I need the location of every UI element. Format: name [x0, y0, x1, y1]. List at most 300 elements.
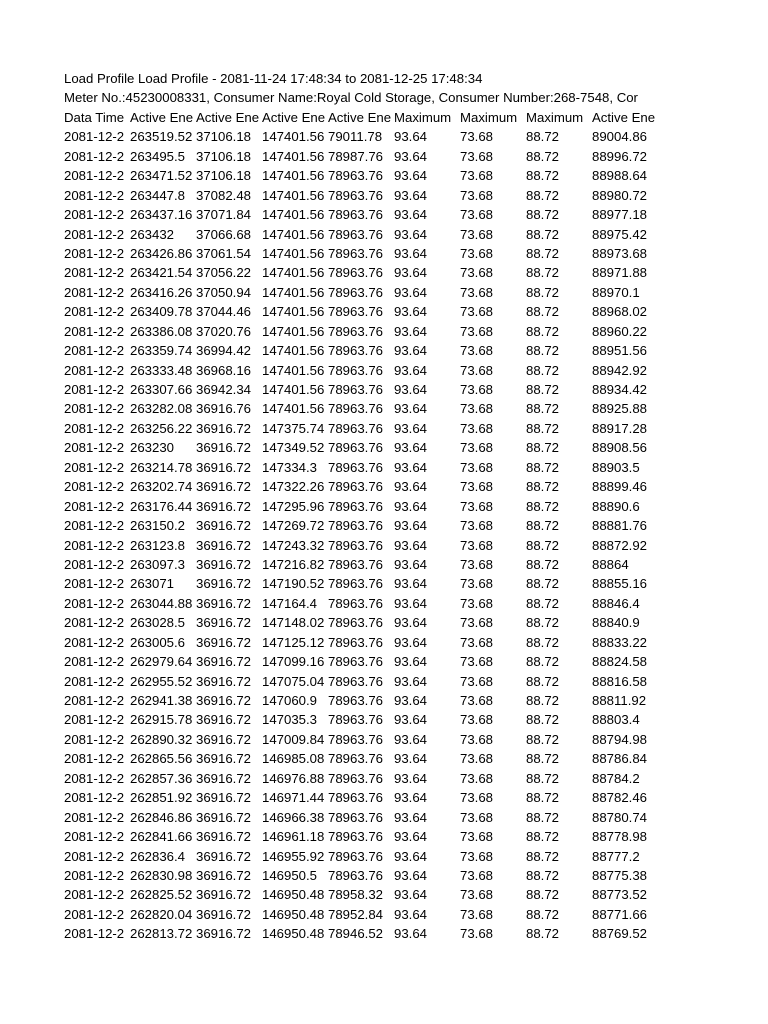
- table-cell: 263071: [130, 576, 175, 592]
- table-row: [64, 788, 724, 807]
- table-cell: 263282.08: [130, 401, 193, 417]
- table-cell: 93.64: [394, 906, 428, 922]
- date-time-cell: 2081-12-2: [64, 284, 125, 300]
- table-cell: 78963.76: [328, 459, 384, 475]
- table-cell: 263447.8: [130, 187, 186, 203]
- table-cell: 37044.46: [196, 304, 252, 320]
- table-cell: 147009.84: [262, 731, 325, 747]
- table-cell: 73.68: [460, 654, 494, 670]
- table-cell: 88782.46: [592, 790, 648, 806]
- table-cell: 147401.56: [262, 323, 325, 339]
- table-cell: 36916.72: [196, 576, 252, 592]
- table-cell: 147099.16: [262, 654, 325, 670]
- table-cell: 93.64: [394, 809, 428, 825]
- table-body: [64, 127, 724, 943]
- table-cell: 73.68: [460, 809, 494, 825]
- table-row: [64, 166, 724, 185]
- header-cell: Active Ene: [130, 109, 194, 125]
- table-cell: 147401.56: [262, 382, 325, 397]
- table-cell: 262851.92: [130, 790, 193, 806]
- table-cell: 36968.16: [196, 362, 252, 378]
- table-cell: 93.64: [394, 343, 428, 359]
- table-row: [64, 613, 724, 632]
- table-cell: 73.68: [460, 207, 494, 223]
- table-cell: 73.68: [460, 518, 494, 534]
- date-time-cell: 2081-12-2: [64, 401, 125, 417]
- date-time-cell: 2081-12-2: [64, 673, 125, 689]
- table-cell: 88.72: [526, 712, 560, 728]
- report-title: Load Profile Load Profile - 2081-11-24 17:48:34 to 2081-12-25 17:48:34: [64, 71, 483, 86]
- header-cell: Maximum: [394, 109, 452, 125]
- table-cell: 147401.56: [262, 245, 325, 261]
- table-cell: 93.64: [394, 323, 428, 339]
- table-row: [64, 361, 724, 380]
- table-cell: 93.64: [394, 518, 428, 534]
- table-cell: 88794.98: [592, 731, 648, 747]
- table-cell: 36916.72: [196, 518, 252, 534]
- table-cell: 88.72: [526, 148, 560, 164]
- table-cell: 88970.1: [592, 284, 640, 300]
- table-cell: 73.68: [460, 459, 494, 475]
- table-row: [64, 302, 724, 321]
- table-cell: 78963.76: [328, 731, 384, 747]
- table-cell: 73.68: [460, 770, 494, 786]
- table-cell: 93.64: [394, 440, 428, 456]
- table-row: [64, 497, 724, 516]
- table-cell: 88780.74: [592, 809, 648, 825]
- table-cell: 93.64: [394, 265, 428, 281]
- table-cell: 88.72: [526, 304, 560, 320]
- table-cell: 78963.76: [328, 284, 384, 300]
- table-cell: 73.68: [460, 712, 494, 728]
- table-cell: 36916.72: [196, 595, 252, 611]
- table-cell: 262830.98: [130, 867, 193, 883]
- table-cell: 262865.56: [130, 751, 193, 767]
- table-cell: 88.72: [526, 790, 560, 806]
- table-cell: 88.72: [526, 479, 560, 495]
- table-cell: 88908.56: [592, 440, 648, 456]
- table-cell: 263432: [130, 226, 175, 242]
- table-row: [64, 710, 724, 729]
- table-cell: 88833.22: [592, 634, 648, 650]
- table-cell: 88840.9: [592, 615, 640, 631]
- table-cell: 88846.4: [592, 595, 640, 611]
- table-cell: 73.68: [460, 498, 494, 514]
- table-cell: 36916.72: [196, 556, 252, 572]
- table-cell: 262857.36: [130, 770, 193, 786]
- table-cell: 88.72: [526, 420, 560, 436]
- table-cell: 93.64: [394, 576, 428, 592]
- date-time-cell: 2081-12-2: [64, 731, 125, 747]
- table-cell: 263495.5: [130, 148, 186, 164]
- table-cell: 37056.22: [196, 265, 252, 281]
- table-cell: 93.64: [394, 537, 428, 553]
- table-row: [64, 594, 724, 613]
- table-cell: 88.72: [526, 673, 560, 689]
- table-cell: 263214.78: [130, 459, 193, 475]
- table-cell: 36916.72: [196, 848, 252, 864]
- table-header-row: [64, 108, 724, 127]
- table-cell: 262820.04: [130, 906, 193, 922]
- table-row: [64, 633, 724, 652]
- table-cell: 88.72: [526, 498, 560, 514]
- table-cell: 78963.76: [328, 809, 384, 825]
- table-cell: 88.72: [526, 323, 560, 339]
- table-cell: 88.72: [526, 615, 560, 631]
- table-cell: 78963.76: [328, 634, 384, 650]
- table-cell: 93.64: [394, 148, 428, 164]
- table-cell: 78963.76: [328, 265, 384, 281]
- date-time-cell: 2081-12-2: [64, 479, 125, 495]
- table-cell: 78963.76: [328, 790, 384, 806]
- table-cell: 88960.22: [592, 323, 648, 339]
- date-time-cell: 2081-12-2: [64, 226, 125, 242]
- table-cell: 93.64: [394, 790, 428, 806]
- table-cell: 147401.56: [262, 343, 325, 359]
- date-time-cell: 2081-12-2: [64, 576, 125, 592]
- table-cell: 146950.48: [262, 906, 325, 922]
- table-cell: 78963.76: [328, 615, 384, 631]
- table-row: [64, 419, 724, 438]
- date-time-cell: 2081-12-2: [64, 207, 125, 223]
- table-cell: 88.72: [526, 207, 560, 223]
- table-cell: 263437.16: [130, 207, 193, 223]
- table-cell: 93.64: [394, 634, 428, 650]
- date-time-cell: 2081-12-2: [64, 615, 125, 631]
- table-row: [64, 341, 724, 360]
- table-cell: 73.68: [460, 168, 494, 184]
- date-time-cell: 2081-12-2: [64, 343, 125, 359]
- table-cell: 78963.76: [328, 673, 384, 689]
- table-cell: 88881.76: [592, 518, 648, 534]
- table-cell: 88775.38: [592, 867, 648, 883]
- table-cell: 93.64: [394, 304, 428, 320]
- table-cell: 88.72: [526, 265, 560, 281]
- table-cell: 73.68: [460, 556, 494, 572]
- date-time-cell: 2081-12-2: [64, 887, 125, 903]
- table-cell: 88.72: [526, 906, 560, 922]
- table-cell: 147060.9: [262, 693, 318, 708]
- table-cell: 36916.72: [196, 615, 252, 631]
- table-cell: 78946.52: [328, 926, 384, 942]
- table-cell: 73.68: [460, 693, 494, 708]
- table-cell: 78963.76: [328, 867, 384, 883]
- table-cell: 78963.76: [328, 770, 384, 786]
- table-cell: 93.64: [394, 867, 428, 883]
- table-cell: 147401.56: [262, 129, 325, 145]
- table-cell: 263386.08: [130, 323, 193, 339]
- table-cell: 88784.2: [592, 770, 640, 786]
- table-cell: 263471.52: [130, 168, 193, 184]
- table-cell: 147216.82: [262, 556, 325, 572]
- table-cell: 78963.76: [328, 207, 384, 223]
- date-time-cell: 2081-12-2: [64, 751, 125, 767]
- table-cell: 78963.76: [328, 829, 384, 845]
- table-cell: 88.72: [526, 129, 560, 145]
- table-cell: 93.64: [394, 712, 428, 728]
- table-cell: 147401.56: [262, 284, 325, 300]
- table-cell: 146985.08: [262, 751, 325, 767]
- table-cell: 88.72: [526, 770, 560, 786]
- table-cell: 78963.76: [328, 245, 384, 261]
- date-time-cell: 2081-12-2: [64, 382, 125, 397]
- table-cell: 78963.76: [328, 304, 384, 320]
- table-cell: 36942.34: [196, 382, 252, 397]
- table-cell: 88.72: [526, 867, 560, 883]
- table-cell: 146950.48: [262, 887, 325, 903]
- table-cell: 88.72: [526, 343, 560, 359]
- table-row: [64, 905, 724, 924]
- table-row: [64, 672, 724, 691]
- table-cell: 73.68: [460, 615, 494, 631]
- table-cell: 73.68: [460, 343, 494, 359]
- date-time-cell: 2081-12-2: [64, 654, 125, 670]
- table-cell: 88942.92: [592, 362, 648, 378]
- table-cell: 88.72: [526, 245, 560, 261]
- table-row: [64, 186, 724, 205]
- table-cell: 37071.84: [196, 207, 252, 223]
- date-time-cell: 2081-12-2: [64, 148, 125, 164]
- table-cell: 73.68: [460, 731, 494, 747]
- table-cell: 73.68: [460, 595, 494, 611]
- table-cell: 147401.56: [262, 226, 325, 242]
- meter-info: Meter No.:45230008331, Consumer Name:Royal Cold Storage, Consumer Number:268-7548, Cor: [64, 90, 638, 106]
- table-cell: 93.64: [394, 829, 428, 845]
- table-cell: 88.72: [526, 848, 560, 864]
- table-cell: 88.72: [526, 576, 560, 592]
- table-cell: 147243.32: [262, 537, 325, 553]
- table-cell: 73.68: [460, 382, 494, 397]
- table-cell: 147401.56: [262, 168, 325, 184]
- table-row: [64, 516, 724, 535]
- table-cell: 73.68: [460, 576, 494, 592]
- table-cell: 146971.44: [262, 790, 325, 806]
- table-cell: 78963.76: [328, 654, 384, 670]
- table-cell: 93.64: [394, 887, 428, 903]
- table-row: [64, 458, 724, 477]
- table-cell: 146950.48: [262, 926, 325, 942]
- table-cell: 93.64: [394, 595, 428, 611]
- table-cell: 263307.66: [130, 382, 193, 397]
- table-cell: 147401.56: [262, 207, 325, 223]
- table-cell: 93.64: [394, 420, 428, 436]
- table-cell: 73.68: [460, 284, 494, 300]
- table-cell: 147401.56: [262, 401, 325, 417]
- table-cell: 73.68: [460, 829, 494, 845]
- table-cell: 262841.66: [130, 829, 193, 845]
- table-cell: 36916.72: [196, 537, 252, 553]
- table-cell: 147375.74: [262, 420, 325, 436]
- table-cell: 88.72: [526, 731, 560, 747]
- table-cell: 78963.76: [328, 556, 384, 572]
- table-cell: 263409.78: [130, 304, 193, 320]
- table-cell: 88917.28: [592, 420, 648, 436]
- table-cell: 37082.48: [196, 187, 252, 203]
- table-cell: 93.64: [394, 654, 428, 670]
- date-time-cell: 2081-12-2: [64, 848, 125, 864]
- table-cell: 78963.76: [328, 343, 384, 359]
- table-row: [64, 691, 724, 710]
- table-cell: 73.68: [460, 867, 494, 883]
- table-cell: 73.68: [460, 848, 494, 864]
- table-cell: 78963.76: [328, 323, 384, 339]
- table-cell: 88786.84: [592, 751, 648, 767]
- table-cell: 88.72: [526, 887, 560, 903]
- table-cell: 36916.72: [196, 673, 252, 689]
- table-cell: 78963.76: [328, 576, 384, 592]
- table-cell: 263416.26: [130, 284, 193, 300]
- table-cell: 88.72: [526, 226, 560, 242]
- date-time-cell: 2081-12-2: [64, 245, 125, 261]
- table-cell: 88.72: [526, 926, 560, 942]
- table-row: [64, 263, 724, 282]
- table-cell: 93.64: [394, 693, 428, 708]
- table-cell: 88.72: [526, 809, 560, 825]
- table-cell: 93.64: [394, 245, 428, 261]
- table-cell: 93.64: [394, 226, 428, 242]
- table-cell: 37066.68: [196, 226, 252, 242]
- table-cell: 263519.52: [130, 129, 193, 145]
- table-cell: 88778.98: [592, 829, 648, 845]
- table-cell: 93.64: [394, 129, 428, 145]
- table-row: [64, 536, 724, 555]
- table-cell: 147295.96: [262, 498, 325, 514]
- table-cell: 263044.88: [130, 595, 193, 611]
- table-cell: 36916.72: [196, 829, 252, 845]
- table-cell: 78963.76: [328, 187, 384, 203]
- table-cell: 263028.5: [130, 615, 186, 631]
- table-cell: 147349.52: [262, 440, 325, 456]
- table-cell: 262836.4: [130, 848, 186, 864]
- table-cell: 262955.52: [130, 673, 193, 689]
- table-cell: 93.64: [394, 479, 428, 495]
- table-cell: 73.68: [460, 420, 494, 436]
- table-cell: 88855.16: [592, 576, 648, 592]
- table-cell: 93.64: [394, 207, 428, 223]
- table-cell: 36916.72: [196, 654, 252, 670]
- table-row: [64, 749, 724, 768]
- table-cell: 146950.5: [262, 867, 318, 883]
- table-cell: 73.68: [460, 751, 494, 767]
- date-time-cell: 2081-12-2: [64, 770, 125, 786]
- table-cell: 73.68: [460, 479, 494, 495]
- date-time-cell: 2081-12-2: [64, 129, 125, 145]
- table-cell: 89004.86: [592, 129, 648, 145]
- table-cell: 93.64: [394, 187, 428, 203]
- table-row: [64, 730, 724, 749]
- table-cell: 88977.18: [592, 207, 648, 223]
- table-cell: 263097.3: [130, 556, 186, 572]
- table-cell: 78963.76: [328, 440, 384, 456]
- table-cell: 78987.76: [328, 148, 384, 164]
- table-cell: 93.64: [394, 926, 428, 942]
- table-row: [64, 827, 724, 846]
- date-time-cell: 2081-12-2: [64, 362, 125, 378]
- table-row: [64, 283, 724, 302]
- table-cell: 78963.76: [328, 498, 384, 514]
- table-cell: 88.72: [526, 168, 560, 184]
- table-cell: 73.68: [460, 129, 494, 145]
- table-cell: 36916.72: [196, 420, 252, 436]
- table-cell: 93.64: [394, 615, 428, 631]
- table-cell: 263230: [130, 440, 175, 456]
- table-cell: 36916.72: [196, 634, 252, 650]
- date-time-cell: 2081-12-2: [64, 265, 125, 281]
- table-cell: 146976.88: [262, 770, 325, 786]
- table-cell: 88811.92: [592, 693, 647, 708]
- table-cell: 262846.86: [130, 809, 193, 825]
- table-row: [64, 380, 724, 399]
- table-cell: 88.72: [526, 537, 560, 553]
- table-cell: 147190.52: [262, 576, 325, 592]
- table-cell: 78963.76: [328, 362, 384, 378]
- table-cell: 78963.76: [328, 401, 384, 417]
- table-cell: 73.68: [460, 323, 494, 339]
- date-time-cell: 2081-12-2: [64, 693, 125, 708]
- table-cell: 88934.42: [592, 382, 648, 397]
- table-cell: 146966.38: [262, 809, 325, 825]
- date-time-cell: 2081-12-2: [64, 595, 125, 611]
- table-cell: 37020.76: [196, 323, 252, 339]
- table-cell: 93.64: [394, 848, 428, 864]
- table-cell: 147035.3: [262, 712, 318, 728]
- table-cell: 73.68: [460, 537, 494, 553]
- table-cell: 73.68: [460, 245, 494, 261]
- date-time-cell: 2081-12-2: [64, 926, 125, 942]
- table-cell: 88899.46: [592, 479, 648, 495]
- table-cell: 88864: [592, 556, 629, 572]
- table-row: [64, 205, 724, 224]
- date-time-cell: 2081-12-2: [64, 498, 125, 514]
- table-cell: 88988.64: [592, 168, 648, 184]
- table-cell: 88890.6: [592, 498, 640, 514]
- table-cell: 262813.72: [130, 926, 193, 942]
- header-cell: Maximum: [460, 109, 518, 125]
- table-cell: 36916.72: [196, 790, 252, 806]
- table-cell: 88.72: [526, 751, 560, 767]
- date-time-cell: 2081-12-2: [64, 459, 125, 475]
- date-time-cell: 2081-12-2: [64, 790, 125, 806]
- table-row: [64, 574, 724, 593]
- date-time-cell: 2081-12-2: [64, 187, 125, 203]
- table-cell: 36916.72: [196, 731, 252, 747]
- table-cell: 263256.22: [130, 420, 193, 436]
- table-cell: 88975.42: [592, 226, 648, 242]
- table-cell: 88951.56: [592, 343, 648, 359]
- table-cell: 146961.18: [262, 829, 325, 845]
- table-cell: 73.68: [460, 790, 494, 806]
- table-cell: 263202.74: [130, 479, 193, 495]
- table-cell: 73.68: [460, 673, 494, 689]
- table-cell: 88.72: [526, 634, 560, 650]
- table-cell: 78963.76: [328, 518, 384, 534]
- table-row: [64, 866, 724, 885]
- table-cell: 88.72: [526, 459, 560, 475]
- table-cell: 88973.68: [592, 245, 648, 261]
- table-cell: 36916.72: [196, 498, 252, 514]
- table-cell: 73.68: [460, 265, 494, 281]
- table-cell: 262941.38: [130, 693, 193, 708]
- table-cell: 93.64: [394, 731, 428, 747]
- table-cell: 73.68: [460, 304, 494, 320]
- table-cell: 88.72: [526, 518, 560, 534]
- table-cell: 37061.54: [196, 245, 252, 261]
- table-cell: 147075.04: [262, 673, 325, 689]
- table-cell: 88.72: [526, 440, 560, 456]
- table-cell: 93.64: [394, 401, 428, 417]
- date-time-cell: 2081-12-2: [64, 634, 125, 650]
- date-time-cell: 2081-12-2: [64, 323, 125, 339]
